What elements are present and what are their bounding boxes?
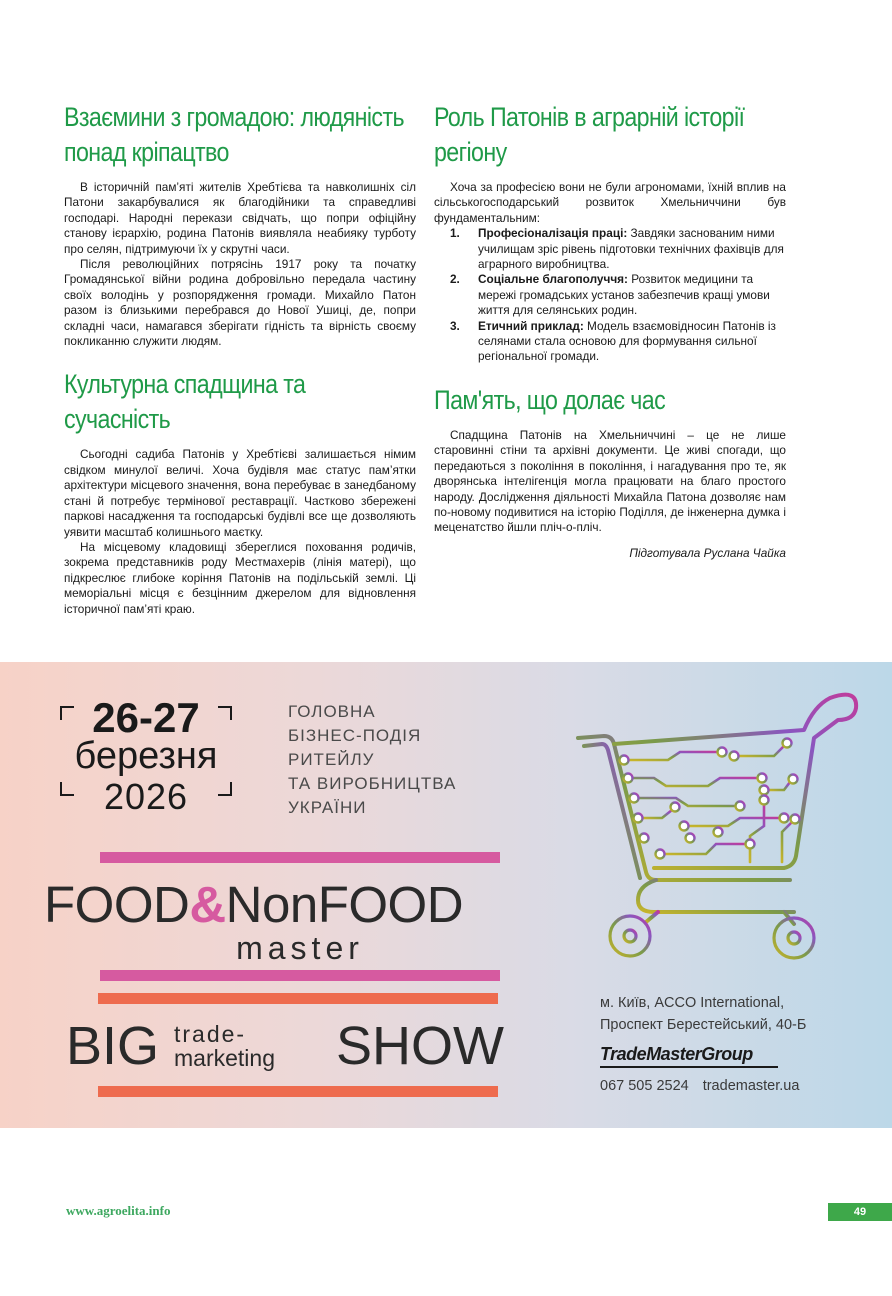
- list-number: 1.: [450, 226, 460, 241]
- event-date: [48, 694, 244, 817]
- logo-text: BIG: [66, 1016, 160, 1076]
- phone-number: 067 505 2524: [600, 1078, 689, 1094]
- section-title-memory: Пам'ять, що долає час: [434, 384, 666, 415]
- paragraph: Сьогодні садиба Патонів у Хребтієві залишається німим свідком минулої величі. Хоча будівля має статус пам’ятки архітектури місцевого значення, вона перебуває в занедбаному стані й потребує термінової реставрації. Частково збережені паркові насадження та господарські будівлі все ще дозволяють уявити масштаб колишнього маєтку.: [64, 447, 416, 539]
- list-item-label: Професіоналізація праці:: [478, 226, 628, 241]
- organizer-underline: [600, 1066, 778, 1068]
- decorative-bar: [98, 993, 498, 1004]
- tagline-line: ТА ВИРОБНИЦТВА: [288, 774, 457, 793]
- list-number: 2.: [450, 272, 460, 287]
- list-item-label: Етичний приклад:: [478, 318, 584, 333]
- tagline-line: БІЗНЕС-ПОДІЯ: [288, 726, 422, 745]
- event-tagline: [288, 700, 456, 820]
- logo-text: SHOW: [336, 1016, 504, 1076]
- list-item-label: Соціальне благополуччя:: [478, 272, 628, 287]
- logo-master: master: [236, 930, 364, 966]
- section-title-heritage: Культурна спадщина та сучасність: [64, 369, 306, 435]
- list-item-text: Розвиток медицини та мережі громадських установ забезпечив кращі умови життя для селянських родин.: [478, 272, 770, 318]
- food-nonfood-logo: [44, 876, 463, 934]
- paragraph: Хоча за професією вони не були агрономами, їхній вплив на сільськогосподарський розвиток Хмельниччини був фундаментальним:: [434, 180, 786, 225]
- tagline-line: РИТЕЙЛУ: [288, 750, 375, 769]
- event-year: 2026: [103, 776, 189, 817]
- logo-text: marketing: [174, 1045, 275, 1071]
- event-contacts: [600, 1078, 799, 1094]
- paragraph: На місцевому кладовищі збереглися поховання родичів, зокрема представників роду Местмахерів (лінія матері), що підкреслює глибоке коріння Патонів на подільській землі. Ці меморіальні місця є безцінним джерелом для відновлення історичної пам’яті краю.: [64, 539, 416, 616]
- paragraph: В історичній пам’яті жителів Хребтієва та навколишніх сіл Патони закарбувалися як благодійники та справедливі господарі. Народні перекази свідчать, що попри офіційну станову ієрархію, родина Патонів виявляла неабияку турботу про селян, підтримуючи їх у скрутні часи.: [64, 180, 416, 256]
- page-number: 49: [828, 1203, 892, 1221]
- numbered-list: [434, 226, 786, 365]
- address-line: м. Київ, ACCO International,: [600, 995, 785, 1011]
- event-days: 26-27: [92, 694, 200, 741]
- event-address: [600, 992, 806, 1036]
- right-column: [434, 100, 786, 560]
- author-signature: Підготувала Руслана Чайка: [629, 545, 786, 560]
- shopping-cart-icon: [568, 686, 868, 986]
- paragraph: Після революційних потрясінь 1917 року та початку Громадянської війни родина добровільно передала частину своїх володінь у розпорядження громади. Михайло Патон разом із близькими перебрався до Нової Ушиці, де, попри складні часи, намагався зберігати гідність та вірність своєму покликанню служити людям.: [64, 257, 416, 349]
- section-title-agrarian-role: Роль Патонів в аграрній історії регіону: [434, 102, 745, 167]
- list-number: 3.: [450, 318, 460, 333]
- decorative-bar: [98, 1086, 498, 1097]
- address-line: Проспект Берестейський, 40-Б: [600, 1017, 807, 1033]
- paragraph: Спадщина Патонів на Хмельниччині – це не лише старовинні стіни та архівні документи. Це живі спогади, що передаються з покоління в покоління, і нагадування про те, як дворянська інтелігенція могла працювати на благо простого народу. Дослідження діяльності Михайла Патона дозволяє нам по-новому подивитися на історію Поділля, де інженерна думка і меценатство йшли пліч-о-пліч.: [434, 427, 786, 535]
- list-item: [434, 272, 786, 318]
- logo-text: NonFOOD: [225, 876, 464, 933]
- event-advertisement: [0, 662, 892, 1128]
- footer-website-link[interactable]: www.agroelita.info: [66, 1203, 171, 1218]
- logo-ampersand: &: [189, 876, 226, 933]
- website-link[interactable]: trademaster.ua: [702, 1078, 800, 1094]
- list-item-text: Модель взаємовідносин Патонів із селянами стала основою для формування сильної регіональної громади.: [478, 318, 776, 364]
- organizer-logo: TradeMasterGroup: [600, 1044, 753, 1064]
- logo-text: trade-: [174, 1021, 247, 1047]
- decorative-bar: [100, 852, 500, 863]
- list-item: [434, 226, 786, 272]
- section-title-community: Взаємини з громадою: людяність понад кріпацтво: [64, 102, 404, 167]
- list-item: [434, 319, 786, 365]
- event-month: березня: [74, 735, 218, 777]
- left-column: [64, 100, 416, 617]
- logo-text: FOOD: [44, 876, 190, 933]
- decorative-bar: [100, 970, 500, 981]
- tagline-line: ГОЛОВНА: [288, 702, 376, 721]
- list-item-text: Завдяки заснованим ними училищам зріс рівень підготовки технічних фахівців для аграрного виробництва.: [478, 226, 784, 272]
- tagline-line: УКРАЇНИ: [288, 798, 367, 817]
